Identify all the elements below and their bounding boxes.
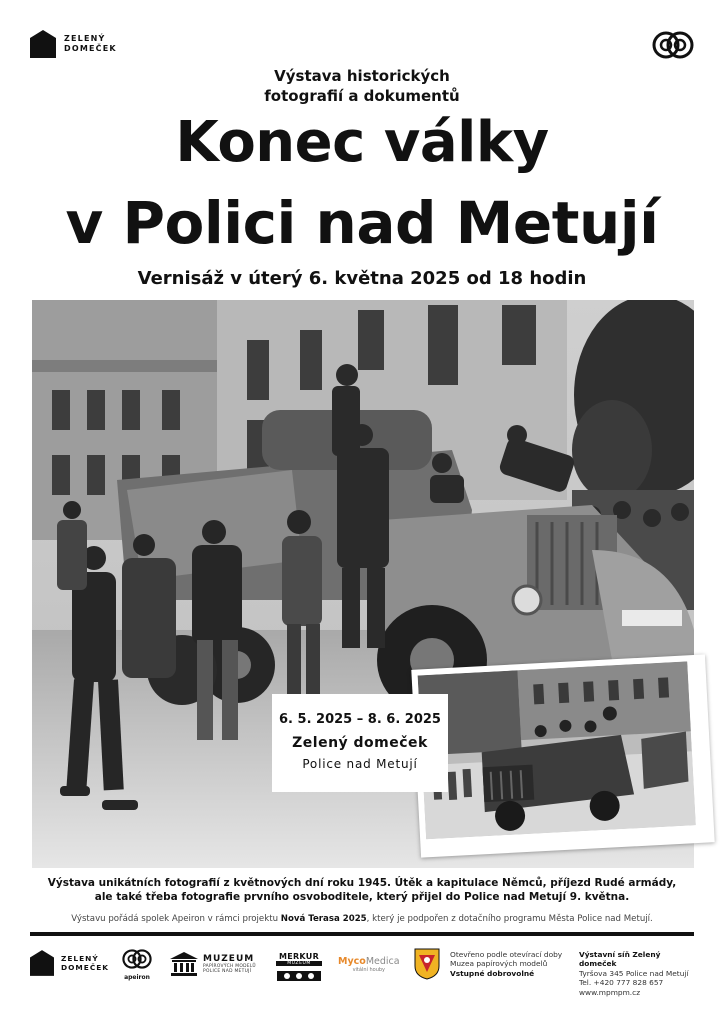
footer-contact [579, 950, 698, 997]
footer-hours [450, 950, 562, 978]
merkur-gear-icon [277, 971, 321, 981]
hours-line1: Otevřeno podle otevírací doby [450, 950, 563, 959]
exhibition-subtitle [0, 66, 724, 106]
footer-brand-line2: DOMEČEK [61, 963, 110, 972]
footer-mycomedica [338, 956, 400, 973]
contact-title: Výstavní síň Zelený domeček [579, 950, 661, 969]
footer-apeiron [120, 948, 154, 981]
footer-merkur [276, 952, 322, 985]
contact-address: Tyršova 345 Police nad Metují [579, 968, 689, 978]
inset-photo-image [418, 661, 696, 839]
muzeum-title: MUZEUM [203, 954, 255, 964]
subtitle-line2: fotografií a dokumentů [264, 87, 460, 105]
organizer-project: Nová Terasa 2025 [280, 914, 367, 924]
muzeum-sub1: PAPÍROVÝCH MODELŮ [203, 964, 256, 969]
title-line2: v Polici nad Metují [65, 189, 659, 257]
footer-brand-line1: ZELENÝ [61, 954, 99, 963]
vernisage-date: Vernisáž v úterý 6. května 2025 od 18 hodin [137, 268, 587, 289]
muzeum-sub2: POLICE NAD METUJÍ [203, 969, 252, 974]
exhibition-city: Police nad Metují [302, 757, 418, 771]
footer-muzeum [170, 952, 256, 976]
hours-line2: Muzea papírových modelů [450, 959, 548, 969]
hours-line3: Vstupné dobrovolné [450, 968, 535, 978]
house-icon [30, 30, 56, 58]
exhibition-description [40, 876, 684, 904]
info-box [272, 694, 448, 792]
myco-sub: vitální houby [352, 967, 386, 973]
myco-label-a: Myco [338, 956, 366, 967]
footer-brand [30, 950, 109, 976]
description-line2: ale také třeba fotografie prvního osvoboditele, který přijel do Police nad Metují 9. května. [94, 891, 630, 903]
title-line1: Konec války [175, 110, 549, 175]
brand-name [64, 34, 117, 54]
subtitle-line1: Výstava historických [274, 67, 450, 85]
description-line1: Výstava unikátních fotografií z květnových dní roku 1945. Útěk a kapitulace Němců, příjezd Rudé armády, [47, 877, 677, 889]
contact-phone: Tel. +420 777 828 657 [579, 978, 664, 988]
divider [30, 932, 694, 936]
organizer-text-after: , který je podpořen z dotačního programu Města Police nad Metují. [366, 914, 653, 924]
apeiron-logo-icon [122, 948, 152, 970]
myco-label-b: Medica [365, 956, 400, 967]
merkur-sub: MUZEUM [276, 961, 322, 966]
organizer-note [20, 914, 704, 924]
exhibition-venue: Zelený domeček [292, 735, 428, 751]
apeiron-label: apeiron [124, 974, 150, 981]
apeiron-logo-icon [652, 30, 694, 60]
town-crest-icon [414, 948, 440, 980]
brand-line2: DOMEČEK [64, 44, 117, 53]
exhibition-dates: 6. 5. 2025 – 8. 6. 2025 [279, 712, 441, 727]
brand-line1: ZELENÝ [64, 34, 106, 43]
contact-web: www.mpmpm.cz [579, 987, 641, 997]
museum-building-icon [170, 952, 198, 976]
merkur-label: MERKUR [278, 952, 320, 961]
organizer-text-before: Výstavu pořádá spolek Apeiron v rámci projektu [71, 914, 281, 924]
house-icon [30, 950, 54, 976]
brand-logo [30, 30, 117, 58]
inset-photo [411, 654, 714, 857]
footer-partners [30, 948, 698, 997]
